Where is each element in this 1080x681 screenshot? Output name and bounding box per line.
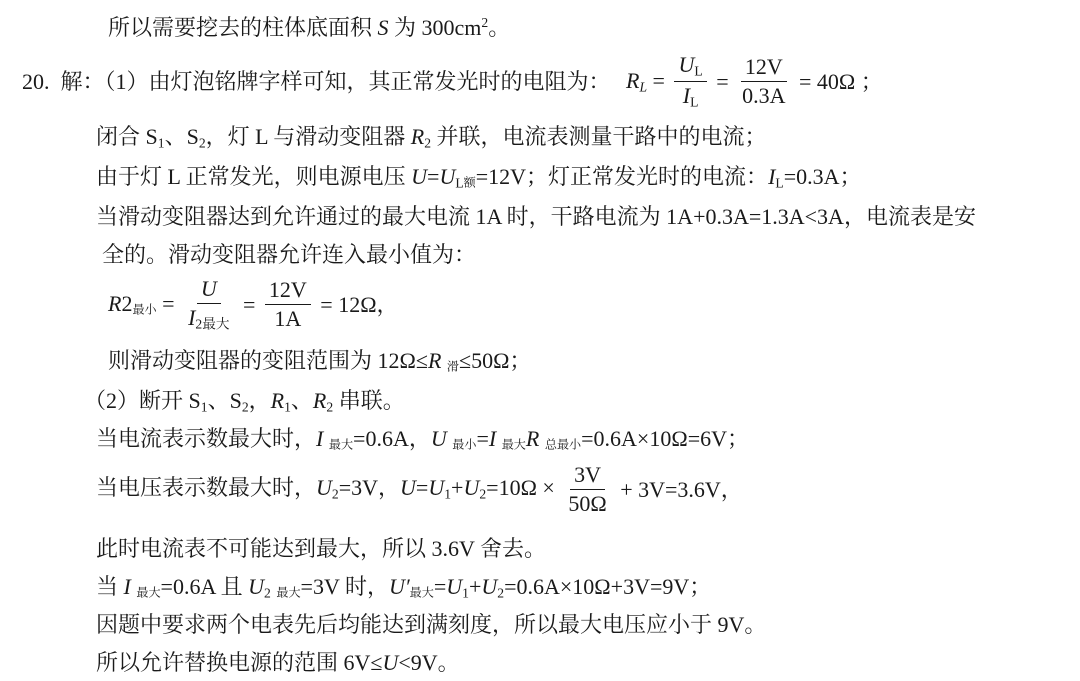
line-R2-min-formula: R2最小 = $\frac{U}{I_{2最大}}$ = $\frac{12V}{1A}$ = 12Ω， <box>108 276 399 332</box>
line-rheostat-range: 则滑动变阻器的变阻范围为 12Ω≤R 滑≤50Ω； <box>108 348 532 374</box>
fraction-3V-over-50ohm: $\frac{3V}{50\Omega}$ <box>568 462 607 516</box>
line-max-voltmeter: 当电压表示数最大时，$U_2=3V$，$U=U_1+U_2=10\Omega$ × $\frac{3V}{50\Omega}$ + 3V=3.6V， <box>96 462 743 516</box>
fraction-12V-over-1A: $\frac{12V}{1A}$ <box>265 279 311 330</box>
line-max-source-voltage: 当 I 最大=0.6A 且 $U_2$ 最大=3V 时，U′最大$=U_1+U_2=0.6A\times 10\Omega+3V=9V$； <box>96 574 712 601</box>
line-discard-3.6V: 此时电流表不可能达到最大，所以 3.6V 舍去。 <box>96 536 546 561</box>
problem-number: 20. <box>22 68 50 94</box>
line-problem-20-part1: 20. 解：（1）由灯泡铭牌字样可知，其正常发光时的电阻为： $R_L$ = $\frac{U_L}{I_L}$ = $\frac{12V}{0.3A}$ = 40Ω ； <box>22 52 883 110</box>
line-min-value-intro: 全的。滑动变阻器允许连入最小值为： <box>102 242 477 267</box>
fraction-U-over-I2max: $\frac{U}{I_{2最大}}$ <box>188 276 230 332</box>
line-part2-series: （2）断开 $S_1$、$S_2$，$R_1$、$R_2$ 串联。 <box>84 388 405 415</box>
line-parallel-circuit: 闭合 $S_1$、$S_2$，灯 L 与滑动变阻器 $R_2$ 并联，电流表测量干路中的电流； <box>96 124 767 151</box>
fraction-12V-over-0.3A: $\frac{12V}{0.3A}$ <box>742 54 786 109</box>
fraction-UL-over-IL: $\frac{U_L}{I_L}$ <box>674 54 706 109</box>
line-area-conclusion: 所以需要挖去的柱体底面积 S 为 $300cm^2$。 <box>108 15 511 41</box>
line-max-current: 当滑动变阻器达到允许通过的最大电流 1A 时，干路电流为 1A+0.3A=1.3A<3A，电流表是安 <box>96 204 976 229</box>
line-source-voltage: 由于灯 L 正常发光，则电源电压 $U=U_L$额=12V；灯正常发光时的电流：$I_L=0.3A$； <box>96 164 862 191</box>
line-final-range: 所以允许替换电源的范围 6V≤U<9V。 <box>96 650 460 675</box>
line-requirement: 因题中要求两个电表先后均能达到满刻度，所以最大电压应小于 9V。 <box>96 612 767 637</box>
line-max-ammeter: 当电流表示数最大时，I 最大=0.6A，U 最小=I 最大R 总最小=0.6A×10Ω=6V； <box>96 426 749 452</box>
